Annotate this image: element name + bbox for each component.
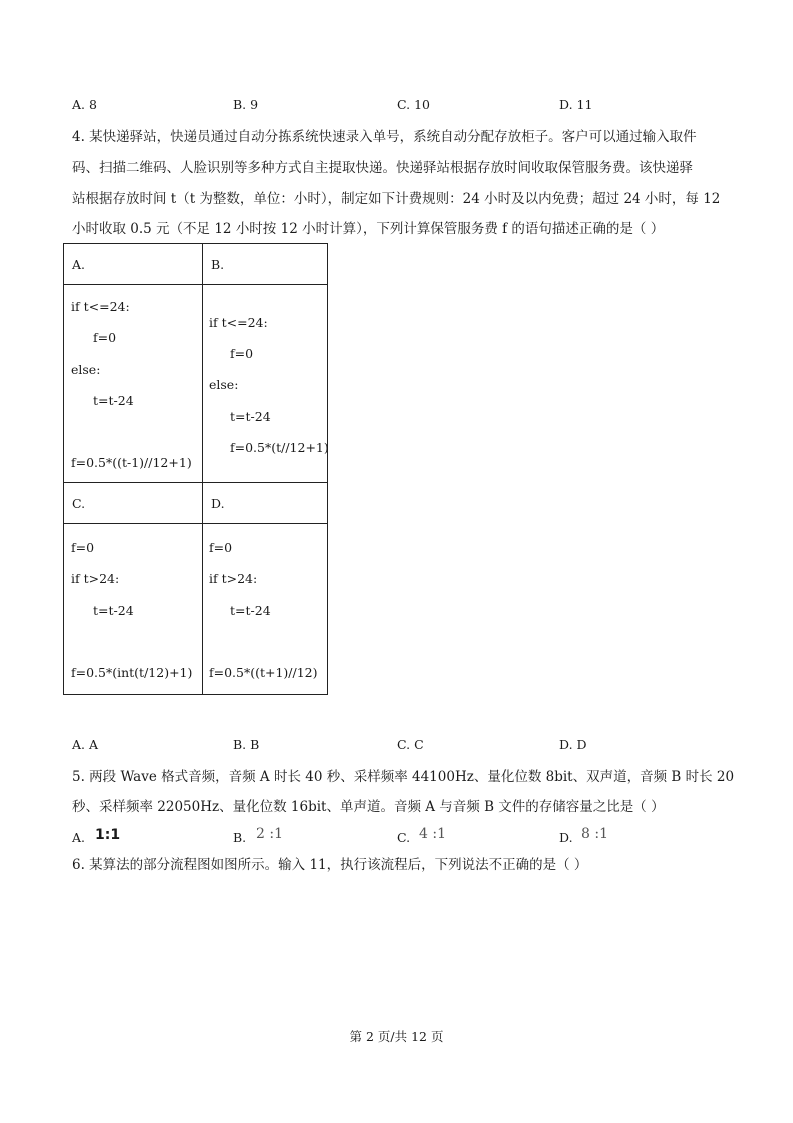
q4-line-4: 小时收取 0.5 元（不足 12 小时按 12 小时计算），下列计算保管服务费 f 的语句描述正确的是（ ） [72,221,665,237]
code-line: if t<=24: [209,315,268,330]
cell-c-header: C. [64,483,203,524]
q5-option-a-letter: A. [72,830,86,845]
q5-line-1: 5. 两段 Wave 格式音频，音频 A 时长 40 秒、采样频率 44100Hz、量化位数 8bit、双声道，音频 B 时长 20 [72,769,735,785]
q5-option-d-letter: D. [559,830,573,845]
q3-option-d: D. 11 [559,97,593,112]
q5-option-c-letter: C. [397,830,411,845]
q5-option-d-value: 8 :1 [581,826,608,842]
q4-line-3: 站根据存放时间 t（t 为整数，单位：小时），制定如下计费规则：24 小时及以内免费；超过 24 小时，每 12 [72,191,721,207]
code-line: if t>24: [209,571,258,586]
q3-option-b: B. 9 [233,97,259,112]
code-line: t=t-24 [230,409,271,424]
code-line: f=0 [71,540,95,555]
q4-option-b: B. B [233,737,260,752]
q4-code-table [63,243,328,695]
code-line: t=t-24 [230,603,271,618]
q5-option-a-value: 1:1 [95,827,121,843]
cell-a-header: A. [64,244,203,285]
code-line: f=0.5*((t-1)//12+1) [71,455,192,470]
q4-option-d: D. D [559,737,587,752]
q4-option-a: A. A [72,737,99,752]
code-line: f=0 [209,540,233,555]
page-footer: 第 2 页/共 12 页 [349,1029,444,1044]
q3-option-a: A. 8 [72,97,97,112]
q5-option-b-value: 2 :1 [256,826,283,842]
code-line: f=0.5*((t+1)//12) [209,665,318,680]
q3-option-c: C. 10 [397,97,430,112]
code-line: f=0.5*(t//12+1) [230,440,329,455]
code-line: f=0 [93,330,117,345]
code-line: else: [209,377,239,392]
q6-stem: 6. 某算法的部分流程图如图所示。输入 11，执行该流程后，下列说法不正确的是（ ） [72,857,588,873]
q4-option-c: C. C [397,737,424,752]
q4-line-2: 码、扫描二维码、人脸识别等多种方式自主提取快递。快递驿站根据存放时间收取保管服务费。该快递驿 [72,160,693,176]
q5-option-c-value: 4 :1 [419,826,446,842]
code-line: t=t-24 [93,603,134,618]
cell-b-code [203,285,328,483]
cell-b-header: B. [203,244,328,285]
q4-line-1: 4. 某快递驿站，快递员通过自动分拣系统快速录入单号，系统自动分配存放柜子。客户可以通过输入取件 [72,129,697,145]
cell-c-code [64,524,203,695]
code-line: if t>24: [71,571,120,586]
code-line: if t<=24: [71,299,130,314]
cell-d-header: D. [203,483,328,524]
code-line: f=0 [230,346,254,361]
cell-d-code [203,524,328,695]
code-line: t=t-24 [93,393,134,408]
q5-line-2: 秒、采样频率 22050Hz、量化位数 16bit、单声道。音频 A 与音频 B 文件的存储容量之比是（ ） [72,799,665,815]
code-line: else: [71,362,101,377]
cell-a-code [64,285,203,483]
q5-option-b-letter: B. [233,830,247,845]
code-line: f=0.5*(int(t/12)+1) [71,665,193,680]
